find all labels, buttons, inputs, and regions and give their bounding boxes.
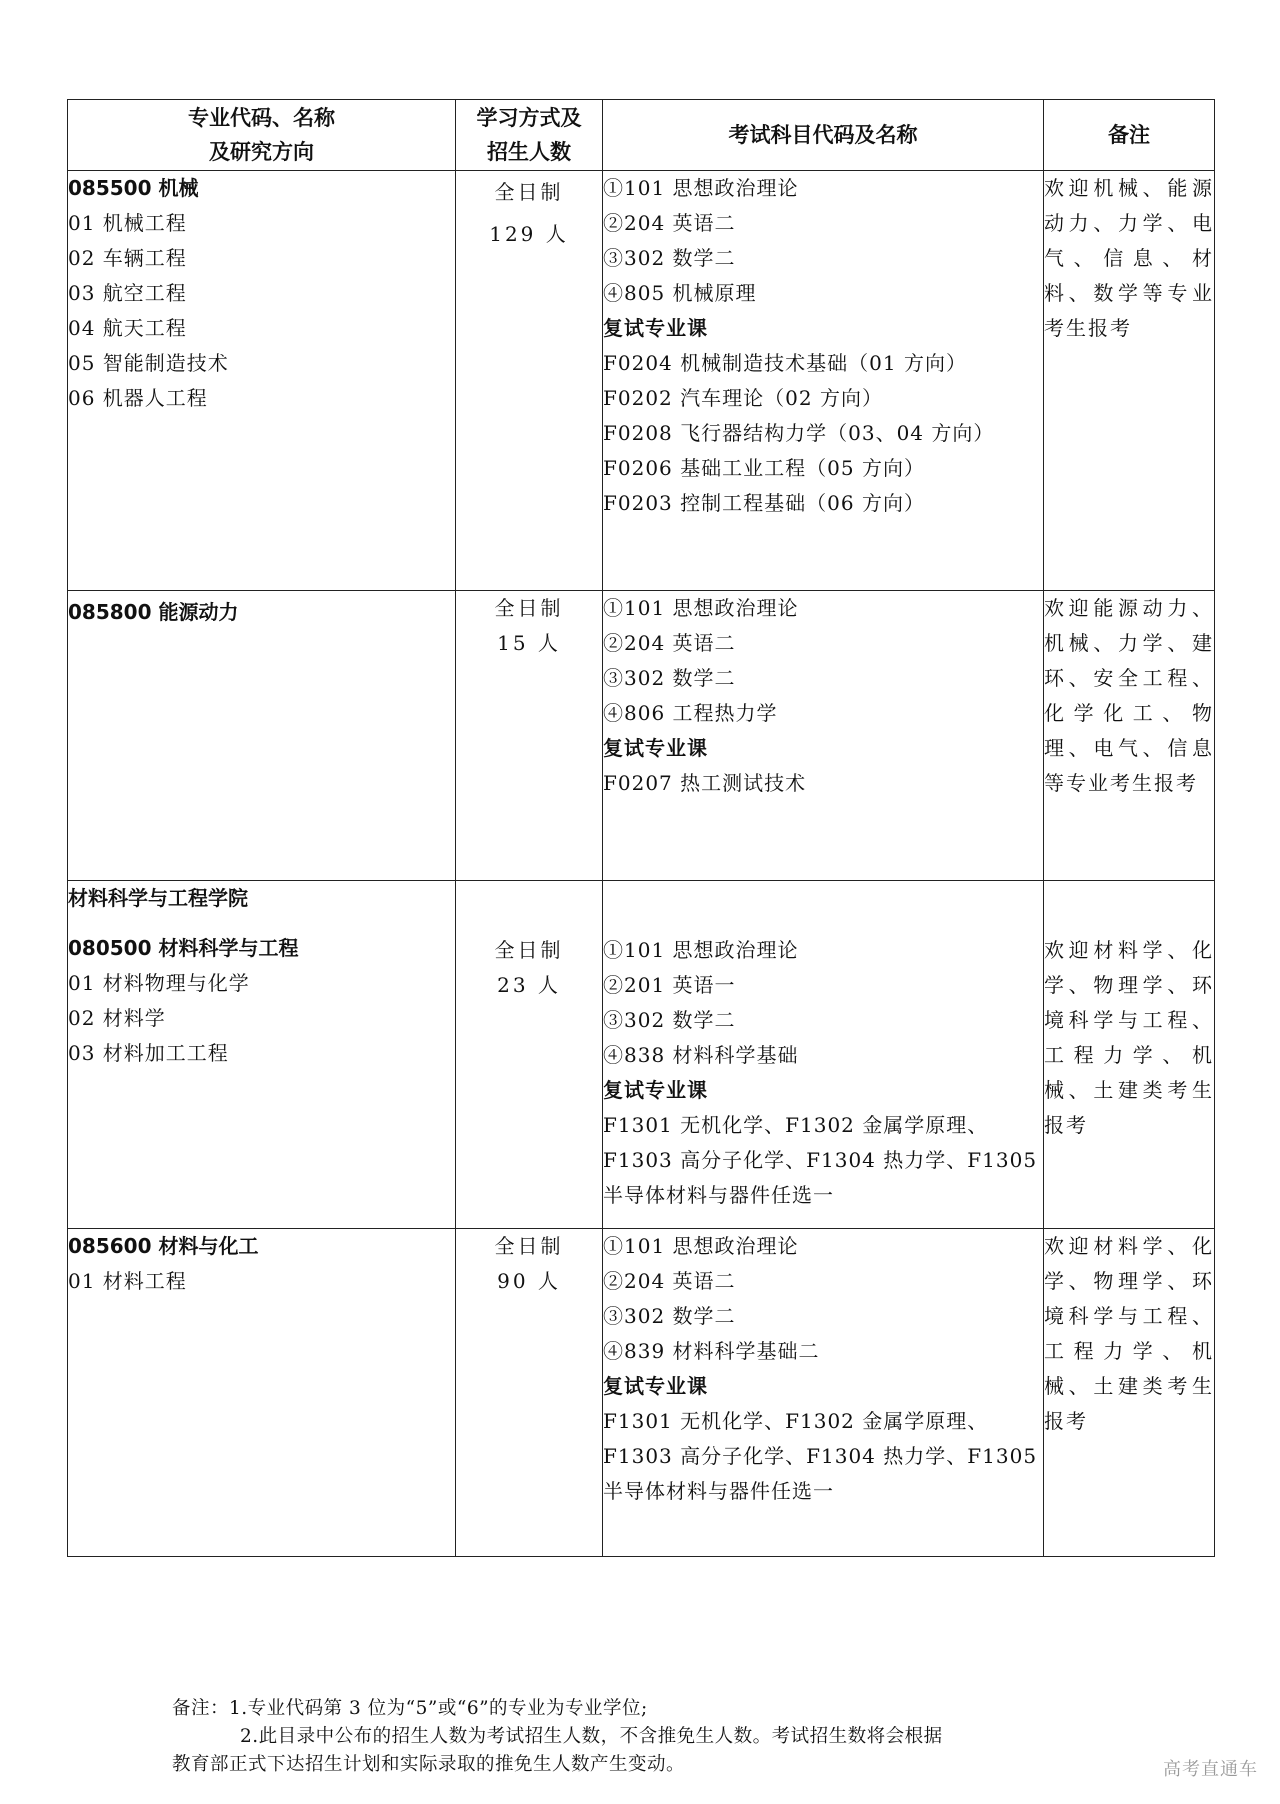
note-text: 欢迎能源动力、机械、力学、建环、安全工程、化学化工、物理、电气、信息等专业考生报考 [1044,596,1214,795]
retest-item: F0207 热工测试技术 [603,771,807,795]
major-title: 085800 能源动力 [68,600,239,624]
retest-item: F0202 汽车理论（02 方向） [603,386,883,410]
exam-cell [603,171,1044,591]
header-major-line1: 专业代码、名称 [188,106,335,130]
retest-item: F0208 飞行器结构力学（03、04 方向） [603,421,995,445]
note-text: 欢迎材料学、化学、物理学、环境科学与工程、工程力学、机械、土建类考生报考 [1044,938,1214,1137]
study-mode: 全日制 [494,596,564,620]
study-mode: 全日制 [494,180,564,204]
major-title: 085600 材料与化工 [68,1234,259,1258]
exam-item: ③302 数学二 [603,666,736,690]
exam-item: ②204 英语二 [603,1269,736,1293]
exam-cell [603,1229,1044,1557]
major-title: 085500 机械 [68,176,199,200]
retest-label: 复试专业课 [603,1374,708,1398]
note-text: 欢迎材料学、化学、物理学、环境科学与工程、工程力学、机械、土建类考生报考 [1044,1234,1214,1433]
direction-item: 02 车辆工程 [68,246,187,270]
quota: 23 人 [497,973,561,997]
table-row [68,881,1215,1229]
header-major-line2: 及研究方向 [209,140,314,164]
mode-cell [456,881,603,1229]
exam-item: ②204 英语二 [603,211,736,235]
retest-item: F0204 机械制造技术基础（01 方向） [603,351,967,375]
retest-item: F0206 基础工业工程（05 方向） [603,456,925,480]
exam-item: ②201 英语一 [603,973,736,997]
retest-label: 复试专业课 [603,736,708,760]
major-cell [68,171,456,591]
exam-item: ④838 材料科学基础 [603,1043,799,1067]
major-cell [68,591,456,881]
exam-item: ①101 思想政治理论 [603,176,799,200]
quota: 129 人 [489,222,569,246]
direction-item: 01 材料物理与化学 [68,971,250,995]
exam-cell [603,591,1044,881]
header-exams: 考试科目代码及名称 [603,100,1044,171]
header-mode [456,100,603,171]
exam-item: ①101 思想政治理论 [603,1234,799,1258]
direction-item: 03 航空工程 [68,281,187,305]
retest-text: F1301 无机化学、F1302 金属学原理、F1303 高分子化学、F1304 热力学、F1305 半导体材料与器件任选一 [603,1113,1038,1207]
direction-item: 01 机械工程 [68,211,187,235]
exam-item: ③302 数学二 [603,246,736,270]
table-row [68,1229,1215,1557]
major-title: 080500 材料科学与工程 [68,936,299,960]
footnote-line: 2.此目录中公布的招生人数为考试招生人数，不含推免生人数。考试招生数将会根据 [240,1726,943,1747]
exam-cell [603,881,1044,1229]
note-cell [1044,591,1215,881]
exam-item: ①101 思想政治理论 [603,938,799,962]
retest-item: F0203 控制工程基础（06 方向） [603,491,925,515]
header-notes: 备注 [1044,100,1215,171]
direction-item: 02 材料学 [68,1006,166,1030]
mode-cell [456,171,603,591]
watermark: 高考直通车 [1163,1759,1258,1780]
exam-item: ②204 英语二 [603,631,736,655]
retest-text: F1301 无机化学、F1302 金属学原理、F1303 高分子化学、F1304 热力学、F1305 半导体材料与器件任选一 [603,1409,1038,1503]
direction-item: 03 材料加工工程 [68,1041,229,1065]
quota: 90 人 [497,1269,561,1293]
study-mode: 全日制 [494,938,564,962]
mode-cell [456,591,603,881]
footnote-line: 备注：1.专业代码第 3 位为“5”或“6”的专业为专业学位; [172,1698,648,1719]
exam-item: ④805 机械原理 [603,281,757,305]
direction-item: 01 材料工程 [68,1269,187,1293]
mode-cell [456,1229,603,1557]
major-cell [68,881,456,1229]
exam-item: ③302 数学二 [603,1304,736,1328]
note-cell [1044,171,1215,591]
admissions-table [67,99,1215,1557]
exam-item: ④839 材料科学基础二 [603,1339,820,1363]
retest-label: 复试专业课 [603,1078,708,1102]
study-mode: 全日制 [494,1234,564,1258]
header-mode-line2: 招生人数 [487,140,571,164]
exam-item: ④806 工程热力学 [603,701,778,725]
major-cell [68,1229,456,1557]
table-row [68,171,1215,591]
exam-item: ③302 数学二 [603,1008,736,1032]
quota: 15 人 [497,631,561,655]
header-mode-line1: 学习方式及 [476,106,582,130]
note-cell [1044,881,1215,1229]
table-header-row [68,100,1215,171]
exam-item: ①101 思想政治理论 [603,596,799,620]
header-major [68,100,456,171]
school-name: 材料科学与工程学院 [68,886,248,910]
footnote-line: 教育部正式下达招生计划和实际录取的推免生人数产生变动。 [172,1754,686,1775]
table-row [68,591,1215,881]
direction-item: 06 机器人工程 [68,386,208,410]
footnotes [172,1695,1122,1779]
note-cell [1044,1229,1215,1557]
retest-label: 复试专业课 [603,316,708,340]
note-text: 欢迎机械、能源动力、力学、电气、信息、材料、数学等专业考生报考 [1044,176,1214,340]
direction-item: 05 智能制造技术 [68,351,229,375]
direction-item: 04 航天工程 [68,316,187,340]
